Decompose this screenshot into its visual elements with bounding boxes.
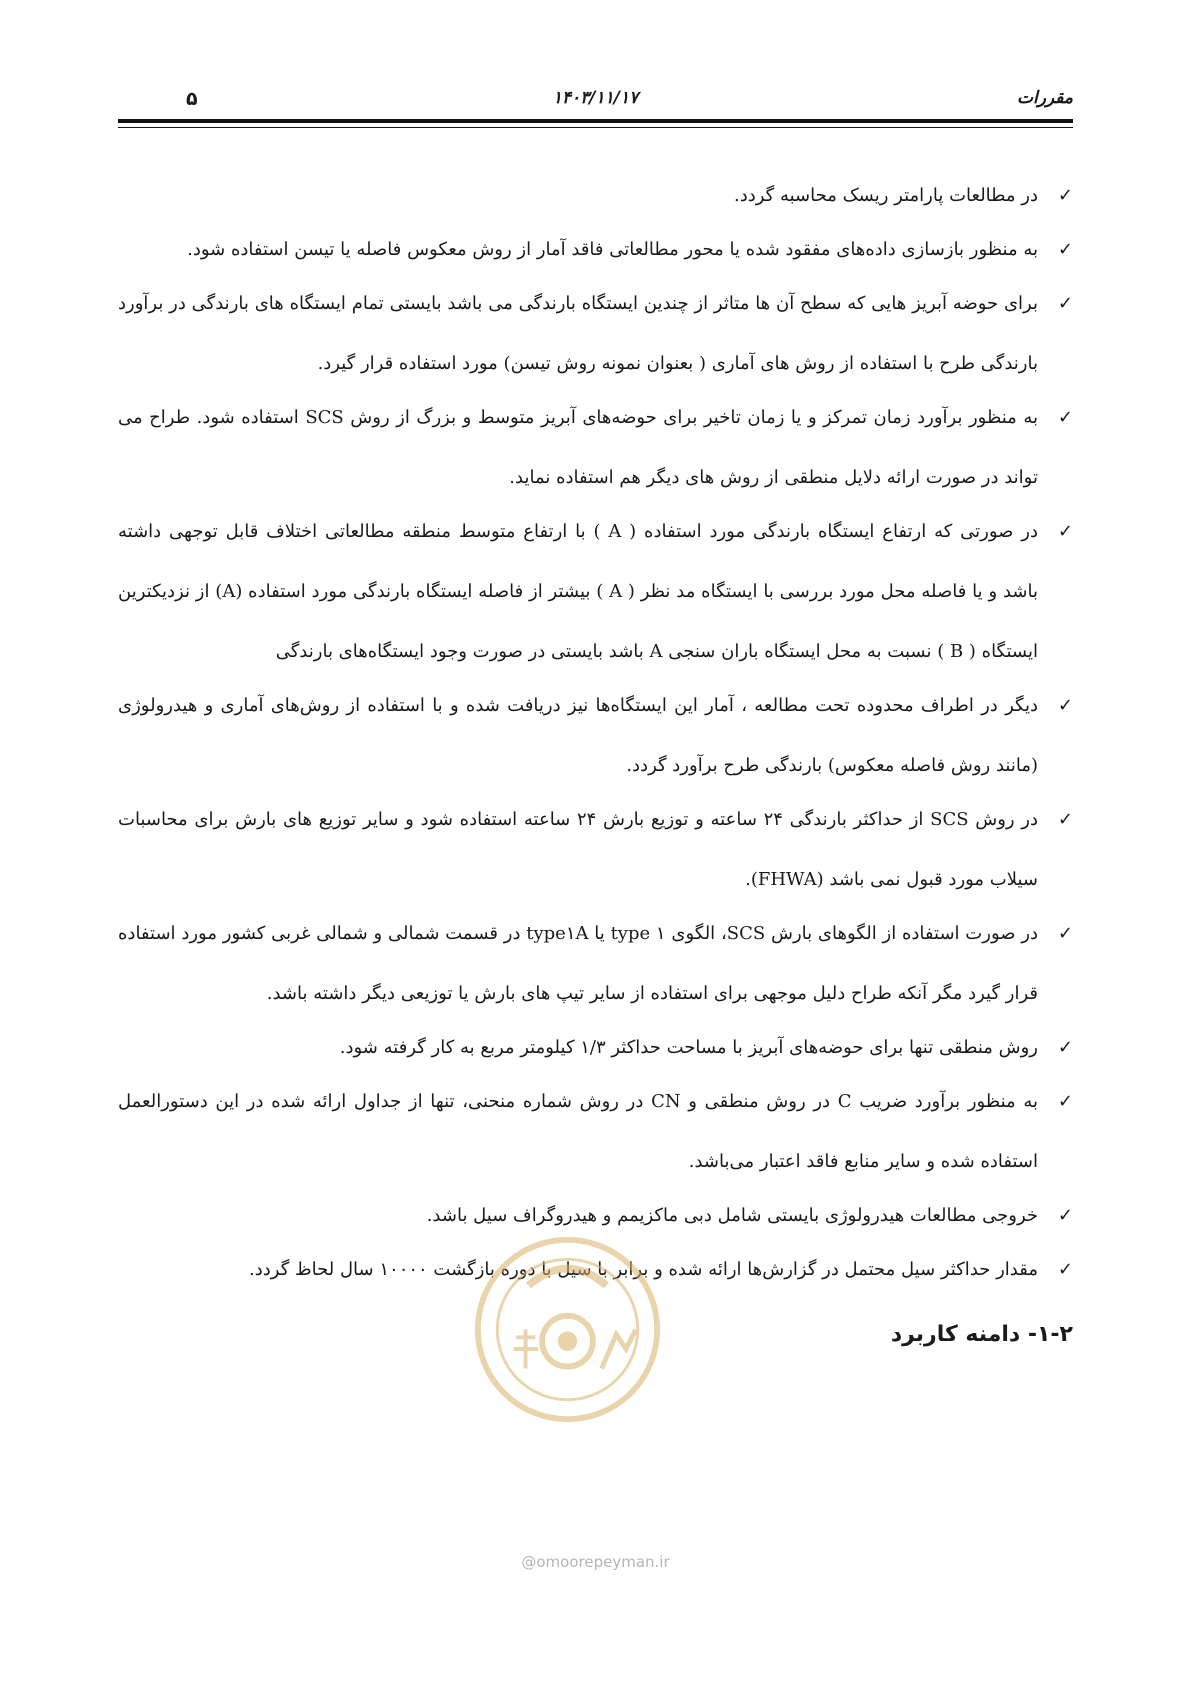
bullet-item [118, 676, 1073, 796]
bullet-list [118, 166, 1073, 1300]
bullet-text: در مطالعات پارامتر ریسک محاسبه گردد. [733, 185, 1038, 206]
header-rule-thin [118, 127, 1073, 128]
check-icon: ✓ [1057, 521, 1073, 542]
watermark-seal-icon [470, 1232, 665, 1427]
header-rule-thick [118, 119, 1073, 123]
bullet-text: روش منطقی تنها برای حوضه‌های آبریز با مساحت حداکثر ۱/۳ کیلومتر مربع به کار گرفته شود. [339, 1037, 1038, 1058]
bullet-text: به منظور برآورد ضریب C در روش منطقی و CN در روش شماره منحنی، تنها از جداول ارائه شده در این دستورالعمل استفاده شده و سایر منابع فاقد اعتبار می‌باشد. [118, 1091, 1038, 1172]
page-body [118, 166, 1073, 1347]
check-icon: ✓ [1057, 293, 1073, 314]
bullet-item [118, 1018, 1073, 1078]
bullet-item [118, 1072, 1073, 1192]
bullet-item [118, 274, 1073, 394]
section-heading: ۱-۲- دامنه کاربرد [890, 1322, 1073, 1347]
header-date: ۱۴۰۳/۱۱/۱۷ [552, 88, 639, 108]
bullet-text: به منظور بازسازی داده‌های مفقود شده یا محور مطالعاتی فاقد آمار از روش معکوس فاصله یا تیسن استفاده شود. [187, 239, 1038, 260]
check-icon: ✓ [1057, 1091, 1073, 1112]
bullet-item [118, 220, 1073, 280]
page-header [118, 88, 1073, 110]
header-title: مقررات [1016, 88, 1073, 108]
bullet-text: در روش SCS از حداکثر بارندگی ۲۴ ساعته و توزیع بارش ۲۴ ساعته استفاده شود و سایر توزیع های بارش برای محاسبات سیلاب مورد قبول نمی باشد (FHWA). [118, 809, 1038, 890]
bullet-item [118, 388, 1073, 508]
page-number: ۵ [186, 88, 198, 110]
bullet-text: در صورتی که ارتفاع ایستگاه بارندگی مورد استفاده ( A ) با ارتفاع متوسط منطقه مطالعاتی اختلاف قابل توجهی داشته باشد و یا فاصله محل مورد بررسی با ایستگاه مد نظر ( A ) بیشتر از فاصله ایستگاه بارندگی مورد استفاده (A) از نزدیکترین ایستگاه ( B ) نسبت به محل ایستگاه باران سنجی A باشد بایستی در صورت وجود ایستگاه‌های بارندگی [118, 521, 1038, 662]
check-icon: ✓ [1057, 923, 1073, 944]
footer-site-url: @omoorepeyman.ir [521, 1553, 670, 1571]
bullet-text: برای حوضه آبریز هایی که سطح آن ها متاثر از چندین ایستگاه بارندگی می باشد بایستی تمام ایستگاه های بارندگی در برآورد بارندگی طرح با استفاده از روش های آماری ( بعنوان نمونه روش تیسن) مورد استفاده قرار گیرد. [118, 293, 1038, 374]
check-icon: ✓ [1057, 1205, 1073, 1226]
check-icon: ✓ [1057, 809, 1073, 830]
check-icon: ✓ [1057, 695, 1073, 716]
bullet-text: خروجی مطالعات هیدرولوژی بایستی شامل دبی ماکزیمم و هیدروگراف سیل باشد. [426, 1205, 1038, 1226]
check-icon: ✓ [1057, 1259, 1073, 1280]
bullet-item [118, 790, 1073, 910]
check-icon: ✓ [1057, 239, 1073, 260]
bullet-text: به منظور برآورد زمان تمرکز و یا زمان تاخیر برای حوضه‌های آبریز متوسط و بزرگ از روش SCS استفاده شود. طراح می تواند در صورت ارائه دلایل منطقی از روش های دیگر هم استفاده نماید. [118, 407, 1038, 488]
check-icon: ✓ [1057, 185, 1073, 206]
bullet-text: در صورت استفاده از الگوهای بارش SCS، الگوی type ۱ یا type۱A در قسمت شمالی و شمالی غربی کشور مورد استفاده قرار گیرد مگر آنکه طراح دلیل موجهی برای استفاده از سایر تیپ های بارش یا توزیعی دیگر داشته باشد. [118, 923, 1039, 1004]
check-icon: ✓ [1057, 1037, 1073, 1058]
bullet-item [118, 166, 1073, 226]
bullet-item [118, 904, 1073, 1024]
bullet-text: دیگر در اطراف محدوده تحت مطالعه ، آمار این ایستگاه‌ها نیز دریافت شده و با استفاده از روش‌های آماری و هیدرولوژی (مانند روش فاصله معکوس) بارندگی طرح برآورد گردد. [118, 695, 1038, 776]
bullet-item [118, 502, 1073, 682]
bullet-text: مقدار حداکثر سیل محتمل در گزارش‌ها ارائه شده و برابر با سیل با دوره بازگشت ۱۰۰۰۰ سال لحاظ گردد. [249, 1259, 1038, 1280]
check-icon: ✓ [1057, 407, 1073, 428]
